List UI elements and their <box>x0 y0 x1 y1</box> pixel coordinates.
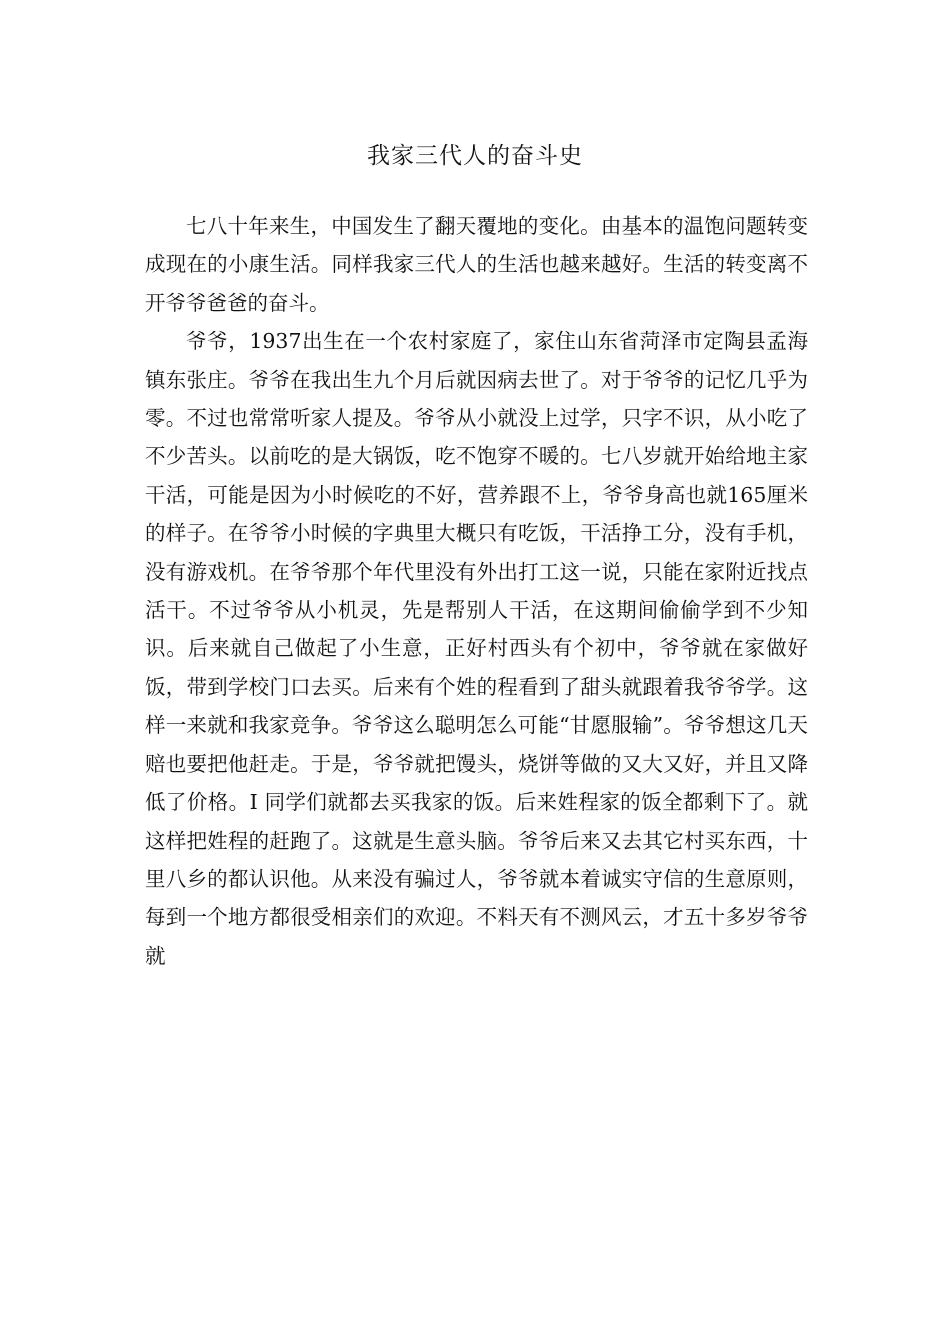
paragraph-intro: 七八十年来生，中国发生了翻天覆地的变化。由基本的温饱问题转变成现在的小康生活。同样我家三代人的生活也越来越好。生活的转变离不开爷爷爸爸的奋斗。 <box>145 214 808 315</box>
paragraph-grandfather: 爷爷，1937出生在一个农村家庭了，家住山东省菏泽市定陶县孟海镇东张庄。爷爷在我出生九个月后就因病去世了。对于爷爷的记忆几乎为零。不过也常常听家人提及。爷爷从小就没上过学，只字不识，从小吃了不少苦头。以前吃的是大锅饭，吃不饱穿不暖的。七八岁就开始给地主家干活，可能是因为小时候吃的不好，营养跟不上，爷爷身高也就165厘米的样子。在爷爷小时候的字典里大概只有吃饭，干活挣工分，没有手机，没有游戏机。在爷爷那个年代里没有外出打工这一说，只能在家附近找点活干。不过爷爷从小机灵，先是帮别人干活，在这期间偷偷学到不少知识。后来就自己做起了小生意，正好村西头有个初中，爷爷就在家做好饭，带到学校门口去买。后来有个姓的程看到了甜头就跟着我爷爷学。这样一来就和我家竞争。爷爷这么聪明怎么可能“甘愿服输”。爷爷想这几天赔也要把他赶走。于是，爷爷就把馒头，烧饼等做的又大又好，并且又降低了价格。I 同学们就都去买我家的饭。后来姓程家的饭全都剩下了。就这样把姓程的赶跑了。这就是生意头脑。爷爷后来又去其它村买东西，十里八乡的都认识他。从来没有骗过人，爷爷就本着诚实守信的生意原则，每到一个地方都很受相亲们的欢迎。不料天有不测风云，才五十多岁爷爷就 <box>145 329 808 968</box>
document-body <box>145 207 808 975</box>
document-title: 我家三代人的奋斗史 <box>367 143 583 169</box>
